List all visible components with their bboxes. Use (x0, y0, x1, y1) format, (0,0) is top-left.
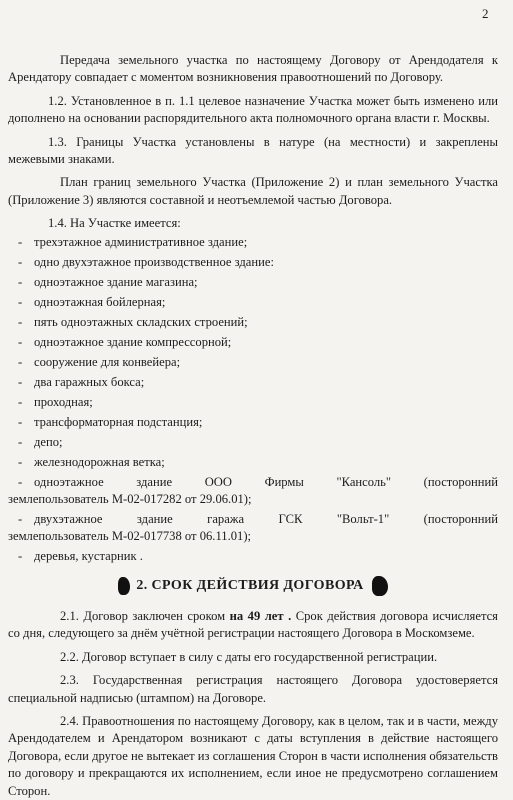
list-item: - одноэтажная бойлерная; (18, 294, 166, 309)
list-item: - сооружение для конвейера; (18, 354, 181, 369)
list-item: - трансформаторная подстанция; (18, 414, 203, 429)
paragraph-intro: Передача земельного участка по настоящему Договору от Арендодателя к Арендатору совпадает с моментом возникновения правоотношений по Договору. (8, 53, 498, 85)
section-2-heading: 2. СРОК ДЕЙСТВИЯ ДОГОВОРА (8, 576, 498, 596)
page-number: 2 (482, 6, 489, 21)
list-item: - одно двухэтажное производственное здание: (18, 254, 274, 269)
ink-blot-icon (118, 577, 130, 595)
document-body (8, 52, 498, 800)
list-item: - железнодорожная ветка; (18, 454, 165, 469)
list-item: - депо; (18, 434, 63, 449)
list-item: - проходная; (18, 394, 93, 409)
paragraph-2-2: 2.2. Договор вступает в силу с даты его государственной регистрации. (60, 649, 438, 664)
list-item: - двухэтажное здание гаража ГСК "Вольт-1" (посторонний землепользователь М-02-017738 от 06.11.01); (8, 512, 498, 544)
paragraph-1-2: 1.2. Установленное в п. 1.1 целевое назначение Участка может быть изменено или дополнено на основании распорядительного акта полномочного органа власти г. Москвы. (8, 93, 498, 126)
paragraph-1-3: 1.3. Границы Участка установлены в натуре (на местности) и закреплены межевыми знаками. (8, 134, 498, 167)
list-item: - пять одноэтажных складских строений; (18, 314, 248, 329)
list-item: - трехэтажное административное здание; (18, 234, 248, 249)
paragraph-2-1: 2.1. Договор заключен сроком на 49 лет . Срок действия договора исчисляется со дня, следующего за днём учётной регистрации настоящего Договора в Москомземе. (8, 608, 498, 641)
paragraph-plan: План границ земельного Участка (Приложение 2) и план земельного Участка (Приложение 3) являются составной и неотъемлемой частью Договора. (8, 175, 498, 207)
list-item: - одноэтажное здание магазина; (18, 274, 198, 289)
ink-blot-icon (372, 576, 388, 596)
paragraph-2-3: 2.3. Государственная регистрация настоящего Договора удостоверяется специальной надписью (штампом) на Договоре. (8, 673, 498, 705)
property-list (8, 234, 498, 566)
paragraph-2-4: 2.4. Правоотношения по настоящему Договору, как в целом, так и в части, между Арендодателем и Арендатором возникают с даты вступления в действие настоящего Договора, если другое не вытекает из соглашения Сторон в части исполнения обязательств по договору и прекращаются их исполнением, если иное не предусмотрено соглашением Сторон. (8, 713, 498, 798)
list-item: - два гаражных бокса; (18, 374, 145, 389)
paragraph-1-4-title: 1.4. На Участке имеется: (48, 216, 181, 231)
list-item: - одноэтажное здание ООО Фирмы "Кансоль" (посторонний землепользователь М-02-017282 от 29.06.01); (8, 474, 498, 507)
list-item: - деревья, кустарник . (18, 549, 143, 564)
list-item: - одноэтажное здание компрессорной; (18, 334, 232, 349)
